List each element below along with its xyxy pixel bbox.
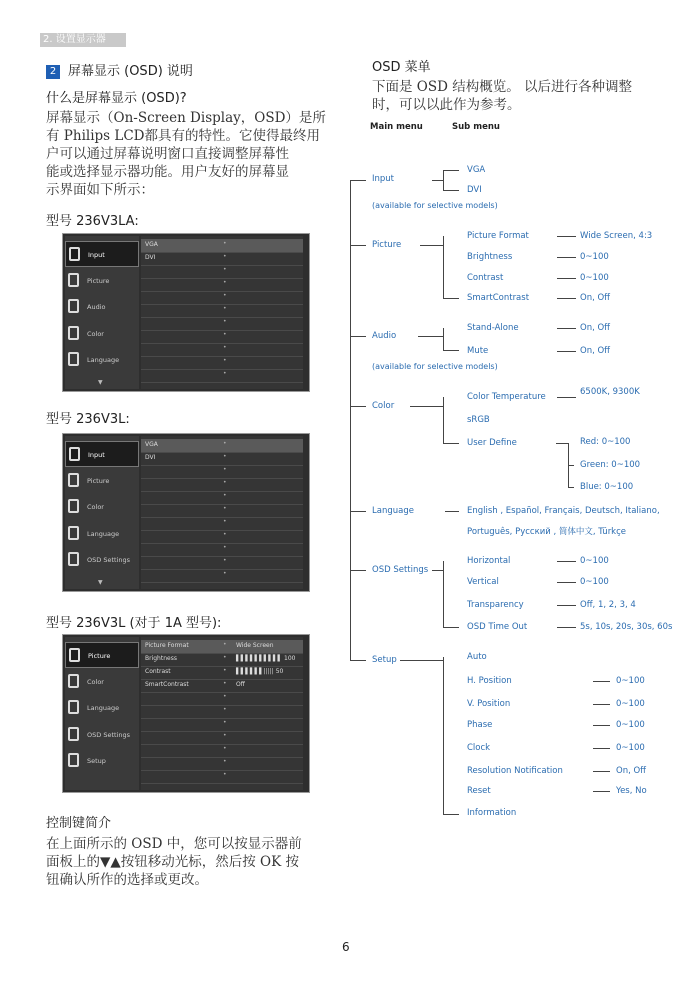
tree-value: 0~100 [616, 699, 645, 709]
osd-submenu-row [141, 705, 303, 719]
text-line: 户可以通过屏幕说明窗口直接调整屏幕性 [46, 146, 289, 162]
osd-submenu-panel [141, 637, 303, 790]
osd-submenu-row [141, 304, 303, 318]
tree-main-audio: Audio [372, 331, 397, 341]
osd-submenu-row [141, 718, 303, 732]
text-line: 下面是 OSD 结构概览。 以后进行各种调整 [372, 79, 633, 95]
osd-submenu-row [141, 744, 303, 758]
tree-sub: User Define [467, 438, 517, 448]
tree-sub: Information [467, 808, 517, 818]
tree-value: On, Off [616, 766, 647, 776]
osd-submenu-row [141, 517, 303, 531]
osd-row-bullet: • [223, 479, 227, 486]
osd-row-bullet: • [223, 758, 227, 765]
osd-row-bullet: • [223, 719, 227, 726]
osd-row-bullet: • [223, 531, 227, 538]
osd-submenu-row [141, 692, 303, 706]
osd-row-bullet: • [223, 732, 227, 739]
osd-row-bullet: • [223, 305, 227, 312]
osd-menu-icon [68, 526, 79, 540]
osd-row-bullet: • [223, 318, 227, 325]
osd-row-value: ▌▌▌▌▌▌||||| 50 [236, 668, 284, 675]
tree-value: Green: 0~100 [580, 460, 641, 470]
osd-row-bullet: • [223, 466, 227, 473]
tree-value: 6500K, 9300K [580, 387, 640, 397]
osd-menu-item [65, 722, 139, 748]
osd-submenu-row [141, 731, 303, 745]
osd-menu-label: Picture [87, 476, 110, 485]
osd-row-label: DVI [145, 254, 156, 261]
controls-paragraph [46, 835, 336, 889]
tree-sub: DVI [467, 185, 482, 195]
tree-value: On, Off [580, 323, 611, 333]
what-is-paragraph [46, 109, 336, 199]
model-label: 型号 236V3LA: [46, 214, 139, 229]
osd-row-bullet: • [223, 279, 227, 286]
osd-submenu-row [141, 278, 303, 292]
text-line: 钮确认所作的选择或更改。 [46, 872, 208, 888]
tree-sub: Clock [467, 743, 491, 753]
tree-sub: SmartContrast [467, 293, 530, 303]
osd-submenu-row [141, 330, 303, 344]
what-is-heading: 什么是屏幕显示 (OSD)? [46, 91, 187, 106]
osd-menu-item [65, 521, 139, 547]
tree-sub: Vertical [467, 577, 499, 587]
tree-sub: Mute [467, 346, 489, 356]
osd-submenu-row [141, 543, 303, 557]
osd-submenu-row [141, 465, 303, 479]
osd-row-label: Picture Format [145, 642, 189, 649]
osd-submenu-row [141, 504, 303, 518]
osd-row-bullet: • [223, 253, 227, 260]
chapter-tab: 2. 设置显示器 [40, 33, 126, 47]
osd-screenshot [62, 634, 310, 793]
osd-menu-item [65, 321, 139, 347]
osd-menu-item [65, 268, 139, 294]
text-line: 屏幕显示（On-Screen Display，OSD）是所 [46, 110, 326, 126]
osd-row-bullet: • [223, 331, 227, 338]
tree-sub: VGA [467, 165, 486, 175]
tree-sub: Auto [467, 652, 487, 662]
section-title [46, 60, 193, 79]
tree-main-input: Input [372, 174, 395, 184]
osd-submenu-row [141, 770, 303, 784]
osd-menu-heading: OSD 菜单 [372, 60, 431, 75]
tree-sub: Transparency [467, 600, 524, 610]
tree-sub: Brightness [467, 252, 513, 262]
tree-sub: Contrast [467, 273, 504, 283]
text-line: 面板上的▼▲按钮移动光标，然后按 OK 按 [46, 854, 299, 870]
tree-main-setup: Setup [372, 655, 397, 665]
section-number: 2 [46, 65, 60, 79]
osd-submenu-row [141, 452, 303, 466]
text-line: 有 Philips LCD都具有的特性。它使得最终用 [46, 128, 321, 144]
osd-menu-label: OSD Settings [87, 556, 130, 564]
osd-row-bullet: • [223, 240, 227, 247]
tree-sub: Stand-Alone [467, 323, 519, 333]
osd-menu-intro [372, 78, 672, 114]
tree-value: 0~100 [580, 577, 609, 587]
osd-menu-label: Language [87, 529, 120, 538]
osd-row-bullet: • [223, 667, 227, 674]
osd-menu-icon [68, 674, 79, 688]
osd-row-bullet: • [223, 641, 227, 648]
osd-menu-icon [69, 247, 80, 261]
osd-menu-label: Color [87, 503, 104, 511]
osd-menu-icon [68, 273, 79, 287]
tree-sub: Horizontal [467, 556, 511, 566]
tree-sub: Picture Format [467, 231, 529, 241]
osd-menu-item [65, 347, 139, 373]
osd-menu-icon [68, 299, 79, 313]
tree-value: Off, 1, 2, 3, 4 [580, 600, 636, 610]
osd-menu-item [65, 695, 139, 721]
controls-heading: 控制键简介 [46, 816, 112, 831]
section-title-text: 屏幕显示 (OSD) 说明 [68, 64, 193, 79]
osd-down-arrow-icon: ▼ [98, 579, 103, 586]
osd-submenu-row [141, 640, 303, 654]
text-line: 时，可以以此作为参考。 [372, 97, 521, 113]
osd-menu-label: Picture [88, 652, 111, 660]
tree-main-language: Language [372, 506, 414, 516]
osd-menu-icon [68, 473, 79, 487]
language-list: Português, Русский , 简体中文, Türkçe [467, 527, 627, 537]
osd-row-bullet: • [223, 453, 227, 460]
tree-value: Yes, No [616, 786, 647, 796]
tree-sub: sRGB [467, 415, 490, 425]
tree-value: 0~100 [616, 720, 645, 730]
tree-value: 5s, 10s, 20s, 30s, 60s [580, 622, 673, 632]
osd-row-bullet: • [223, 544, 227, 551]
osd-row-bullet: • [223, 771, 227, 778]
osd-submenu-row [141, 356, 303, 370]
osd-row-value: ▌▌▌▌▌▌▌▌▌▌ 100 [236, 655, 296, 662]
osd-menu-icon [68, 727, 79, 741]
osd-menu-icon [68, 700, 79, 714]
osd-menu-icon [69, 648, 80, 662]
tree-sub: Phase [467, 720, 493, 730]
osd-submenu-row [141, 439, 303, 453]
osd-submenu-row [141, 252, 303, 266]
model-label: 型号 236V3L: [46, 412, 130, 427]
osd-menu-icon [68, 352, 79, 366]
osd-row-bullet: • [223, 570, 227, 577]
osd-menu-item [65, 547, 139, 573]
osd-row-bullet: • [223, 557, 227, 564]
osd-menu-label: Color [87, 677, 104, 686]
osd-menu-item [65, 468, 139, 494]
main-menu-label: Main menu [370, 122, 423, 132]
osd-menu-label: Audio [87, 303, 106, 311]
osd-menu-item [65, 241, 139, 267]
osd-row-label: VGA [145, 441, 158, 448]
tree-value: 0~100 [580, 273, 609, 283]
tree-value: 0~100 [616, 676, 645, 686]
osd-menu-item [65, 494, 139, 520]
osd-row-bullet: • [223, 706, 227, 713]
osd-row-bullet: • [223, 357, 227, 364]
osd-submenu-row [141, 569, 303, 583]
tree-value: 0~100 [580, 556, 609, 566]
tree-value: On, Off [580, 293, 611, 303]
osd-submenu-panel [141, 436, 303, 589]
osd-row-label: VGA [145, 241, 158, 248]
tree-value: Wide Screen, 4:3 [580, 231, 653, 241]
sub-menu-label: Sub menu [452, 122, 500, 132]
osd-menu-label: Input [88, 251, 105, 259]
osd-submenu-panel [141, 236, 303, 389]
osd-menu-icon [68, 499, 79, 513]
tree-main-picture: Picture [372, 240, 402, 250]
osd-menu-label: Setup [87, 757, 106, 765]
osd-menu-label: Color [87, 329, 104, 338]
osd-submenu-row [141, 530, 303, 544]
osd-submenu-row [141, 317, 303, 331]
tree-sub: H. Position [467, 676, 512, 686]
tree-value: Red: 0~100 [580, 437, 631, 447]
text-line: 能或选择显示器功能。用户友好的屏幕显 [46, 164, 289, 180]
osd-row-bullet: • [223, 440, 227, 447]
osd-submenu-row [141, 478, 303, 492]
osd-submenu-row [141, 653, 303, 667]
osd-menu-item [65, 669, 139, 695]
osd-row-label: Brightness [145, 655, 177, 662]
tree-value: On, Off [580, 346, 611, 356]
osd-menu-label: Input [88, 451, 105, 459]
tree-sub: Reset [467, 786, 491, 796]
osd-row-bullet: • [223, 745, 227, 752]
osd-submenu-row [141, 291, 303, 305]
osd-row-label: SmartContrast [145, 681, 189, 688]
osd-submenu-row [141, 679, 303, 693]
osd-menu-icon [68, 753, 79, 767]
osd-menu-label: Picture [87, 276, 110, 285]
osd-row-bullet: • [223, 693, 227, 700]
osd-submenu-row [141, 239, 303, 253]
model-label: 型号 236V3L (对于 1A 型号): [46, 616, 222, 631]
osd-down-arrow-icon: ▼ [98, 379, 103, 386]
osd-menu-label: Language [87, 356, 120, 364]
osd-menu-list [65, 436, 139, 589]
text-line: 在上面所示的 OSD 中，您可以按显示器前 [46, 836, 302, 852]
osd-screenshot [62, 433, 310, 592]
tree-sub: V. Position [467, 699, 511, 709]
osd-submenu-row [141, 556, 303, 570]
osd-menu-icon [68, 326, 79, 340]
osd-menu-item [65, 748, 139, 774]
osd-row-bullet: • [223, 518, 227, 525]
language-list: English , Español, Français, Deutsch, Italiano, [467, 506, 660, 516]
osd-row-value: Wide Screen [236, 642, 274, 649]
osd-row-value: Off [236, 681, 245, 688]
tree-main-osd-settings: OSD Settings [372, 565, 429, 575]
tree-main-color: Color [372, 401, 395, 411]
osd-menu-item [65, 441, 139, 467]
osd-menu-label: OSD Settings [87, 730, 130, 739]
osd-submenu-row [141, 491, 303, 505]
osd-row-bullet: • [223, 505, 227, 512]
osd-menu-icon [69, 447, 80, 461]
osd-submenu-row [141, 265, 303, 279]
availability-note: (available for selective models) [372, 201, 498, 210]
osd-menu-item [65, 294, 139, 320]
osd-row-bullet: • [223, 492, 227, 499]
text-line: 示界面如下所示： [46, 182, 154, 198]
osd-row-bullet: • [223, 370, 227, 377]
tree-value: Blue: 0~100 [580, 482, 634, 492]
availability-note: (available for selective models) [372, 362, 498, 371]
osd-screenshot [62, 233, 310, 392]
osd-menu-item [65, 642, 139, 668]
osd-row-label: DVI [145, 454, 156, 461]
osd-submenu-row [141, 343, 303, 357]
osd-row-label: Contrast [145, 668, 171, 675]
osd-menu-list [65, 637, 139, 790]
tree-value: 0~100 [580, 252, 609, 262]
osd-submenu-row [141, 757, 303, 771]
osd-row-bullet: • [223, 344, 227, 351]
tree-value: 0~100 [616, 743, 645, 753]
osd-menu-list [65, 236, 139, 389]
page-number: 6 [342, 940, 350, 954]
osd-menu-icon [68, 552, 79, 566]
osd-row-bullet: • [223, 680, 227, 687]
tree-sub: OSD Time Out [467, 622, 528, 632]
osd-row-bullet: • [223, 266, 227, 273]
osd-menu-label: Language [87, 704, 120, 712]
tree-sub: Resolution Notification [467, 766, 563, 776]
osd-row-bullet: • [223, 292, 227, 299]
osd-row-bullet: • [223, 654, 227, 661]
osd-submenu-row [141, 369, 303, 383]
osd-submenu-row [141, 666, 303, 680]
tree-sub: Color Temperature [467, 392, 546, 402]
